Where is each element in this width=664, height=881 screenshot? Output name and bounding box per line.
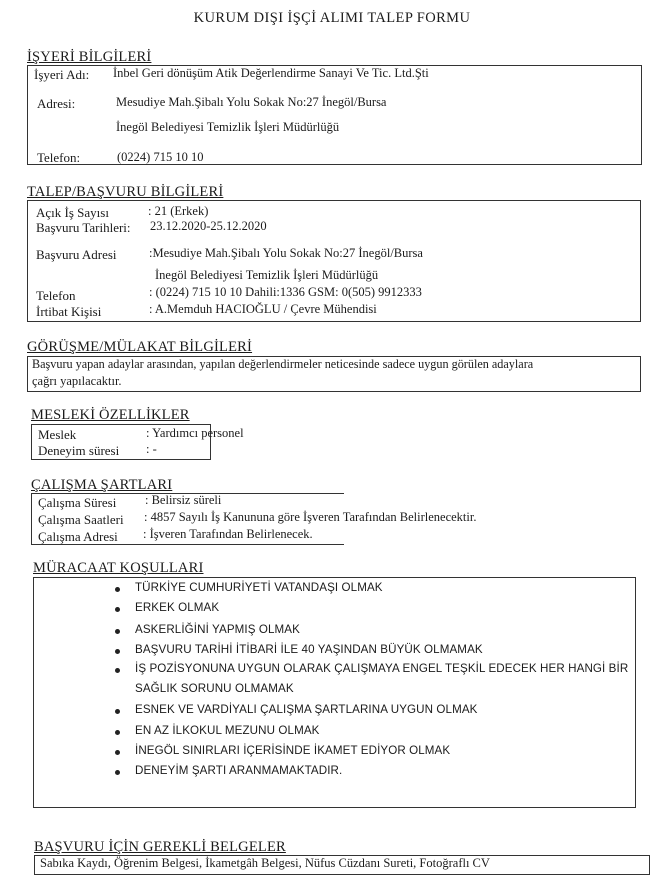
list-item: DENEYİM ŞARTI ARANMAMAKTADIR. [135, 764, 343, 777]
calisma-adres-label: Çalışma Adresi [38, 529, 118, 544]
mesleki-deneyim-label: Deneyim süresi [38, 443, 120, 458]
list-item: TÜRKİYE CUMHURİYETİ VATANDAŞI OLMAK [135, 581, 383, 594]
muracaat-heading: MÜRACAAT KOŞULLARI [33, 560, 204, 576]
bullet-icon [115, 607, 120, 612]
bullet-icon [115, 668, 120, 673]
isyeri-adres-line1: Mesudiye Mah.Şibalı Yolu Sokak No:27 İnegöl/Bursa [116, 95, 387, 109]
talep-irtibat-label: İrtibat Kişisi [36, 304, 102, 319]
isyeri-adres-label: Adresi: [37, 96, 76, 111]
list-item: EN AZ İLKOKUL MEZUNU OLMAK [135, 724, 320, 737]
mesleki-heading: MESLEKİ ÖZELLİKLER [31, 407, 190, 423]
list-item: İNEGÖL SINIRLARI İÇERİSİNDE İKAMET EDİYOR OLMAK [135, 744, 451, 757]
belgeler-heading: BAŞVURU İÇİN GEREKLİ BELGELER [34, 839, 286, 855]
talep-adres-label: Başvuru Adresi [36, 247, 117, 262]
talep-adres-line2: İnegöl Belediyesi Temizlik İşleri Müdürlüğü [155, 268, 379, 282]
calisma-sure-label: Çalışma Süresi [38, 495, 117, 510]
calisma-heading: ÇALIŞMA ŞARTLARI [31, 477, 173, 493]
calisma-adres-value: : İşveren Tarafından Belirlenecek. [143, 527, 313, 541]
isyeri-adres-line2: İnegöl Belediyesi Temizlik İşleri Müdürlüğü [116, 120, 340, 134]
bullet-icon [115, 587, 120, 592]
gorusme-line2: çağrı yapılacaktır. [32, 374, 122, 388]
bullet-icon [115, 709, 120, 714]
talep-heading: TALEP/BAŞVURU BİLGİLERİ [27, 184, 224, 200]
talep-telefon-label: Telefon [36, 288, 76, 303]
list-item: ASKERLİĞİNİ YAPMIŞ OLMAK [135, 623, 300, 636]
gorusme-line1: Başvuru yapan adaylar arasından, yapılan değerlendirmeler neticesinde sadece uygun görülen adaylara [32, 357, 534, 371]
calisma-sure-value: : Belirsiz süreli [145, 493, 222, 507]
calisma-saat-value: : 4857 Sayılı İş Kanununa göre İşveren Tarafından Belirlenecektir. [144, 510, 477, 524]
form-title: KURUM DIŞI İŞÇİ ALIMI TALEP FORMU [193, 10, 471, 26]
isyeri-ad-value: İnbel Geri dönüşüm Atik Değerlendirme Sanayi Ve Tic. Ltd.Şti [113, 66, 429, 80]
gorusme-heading: GÖRÜŞME/MÜLAKAT BİLGİLERİ [27, 339, 253, 355]
isyeri-telefon-label: Telefon: [37, 150, 81, 165]
list-item: BAŞVURU TARİHİ İTİBARİ İLE 40 YAŞINDAN BÜYÜK OLMAMAK [135, 643, 483, 656]
talep-acik-value: : 21 (Erkek) [148, 204, 209, 218]
isyeri-ad-label: İşyeri Adı: [34, 67, 90, 82]
talep-tarih-value: 23.12.2020-25.12.2020 [150, 219, 267, 233]
bullet-icon [115, 730, 120, 735]
talep-acik-label: Açık İş Sayısı [36, 205, 109, 220]
isyeri-telefon-value: (0224) 715 10 10 [117, 150, 204, 164]
bullet-icon [115, 629, 120, 634]
mesleki-deneyim-value: : - [146, 442, 157, 456]
talep-tarih-label: Başvuru Tarihleri: [36, 220, 131, 235]
bullet-icon [115, 649, 120, 654]
calisma-saat-label: Çalışma Saatleri [38, 512, 124, 527]
isyeri-heading: İŞYERİ BİLGİLERİ [27, 49, 152, 65]
belgeler-value: Sabıka Kaydı, Öğrenim Belgesi, İkametgâh Belgesi, Nüfus Cüzdanı Sureti, Fotoğraflı CV [40, 856, 490, 870]
list-item: ESNEK VE VARDİYALI ÇALIŞMA ŞARTLARINA UYGUN OLMAK [135, 703, 478, 716]
talep-adres-line1: :Mesudiye Mah.Şibalı Yolu Sokak No:27 İnegöl/Bursa [149, 246, 423, 260]
list-item: ERKEK OLMAK [135, 601, 220, 614]
bullet-icon [115, 770, 120, 775]
talep-telefon-value: : (0224) 715 10 10 Dahili:1336 GSM: 0(505) 9912333 [149, 285, 422, 299]
mesleki-meslek-value: : Yardımcı personel [146, 426, 244, 440]
bullet-icon [115, 750, 120, 755]
list-item: SAĞLIK SORUNU OLMAMAK [135, 682, 294, 695]
mesleki-meslek-label: Meslek [38, 427, 77, 442]
list-item: İŞ POZİSYONUNA UYGUN OLARAK ÇALIŞMAYA ENGEL TEŞKİL EDECEK HER HANGİ BİR [135, 662, 629, 675]
talep-irtibat-value: : A.Memduh HACIOĞLU / Çevre Mühendisi [149, 302, 377, 316]
